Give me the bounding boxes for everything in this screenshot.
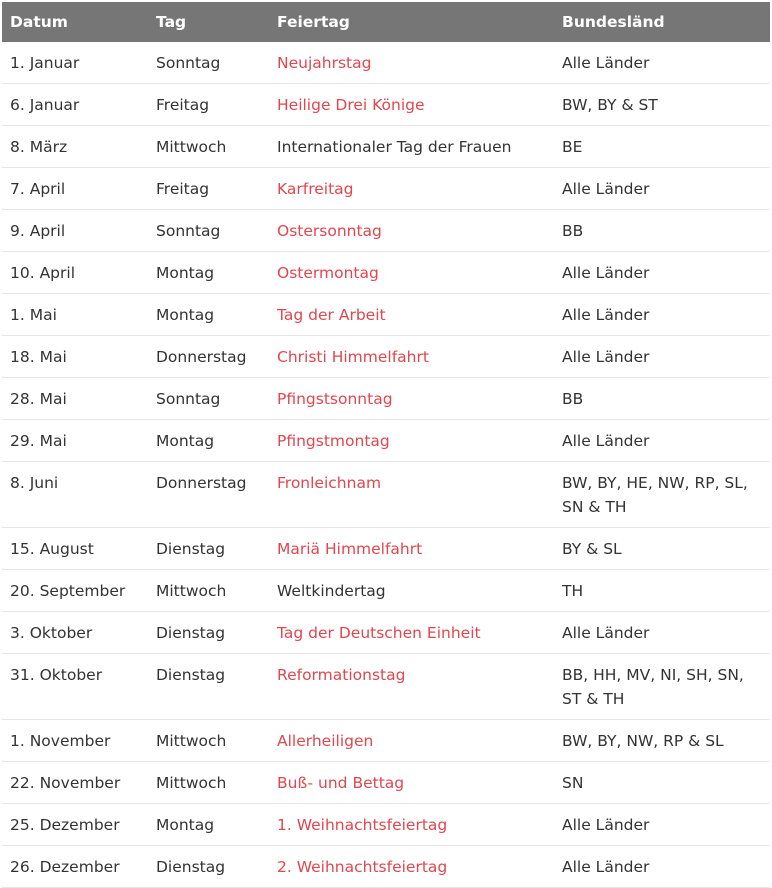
cell-tag: Mittwoch <box>148 126 269 168</box>
table-row <box>2 462 770 528</box>
cell-bundesland: BB, HH, MV, NI, SH, SN, ST & TH <box>554 654 770 720</box>
cell-datum: 26. Dezember <box>2 846 148 888</box>
cell-tag: Freitag <box>148 168 269 210</box>
cell-datum: 22. November <box>2 762 148 804</box>
cell-bundesland: BW, BY & ST <box>554 84 770 126</box>
holiday-link[interactable]: 1. Weihnachtsfeiertag <box>269 804 554 846</box>
table-row <box>2 210 770 252</box>
holiday-link[interactable]: Fronleichnam <box>269 462 554 528</box>
cell-tag: Donnerstag <box>148 462 269 528</box>
header-row <box>2 2 770 42</box>
cell-bundesland: TH <box>554 570 770 612</box>
cell-tag: Sonntag <box>148 210 269 252</box>
cell-datum: 1. Januar <box>2 42 148 84</box>
holidays-table-container <box>2 2 770 888</box>
cell-datum: 8. März <box>2 126 148 168</box>
header-feiertag: Feiertag <box>269 2 554 42</box>
table-row <box>2 42 770 84</box>
table-header <box>2 2 770 42</box>
cell-datum: 1. November <box>2 720 148 762</box>
table-row <box>2 570 770 612</box>
cell-bundesland: Alle Länder <box>554 42 770 84</box>
cell-datum: 3. Oktober <box>2 612 148 654</box>
table-row <box>2 654 770 720</box>
cell-datum: 15. August <box>2 528 148 570</box>
cell-bundesland: Alle Länder <box>554 336 770 378</box>
cell-bundesland: Alle Länder <box>554 294 770 336</box>
cell-bundesland: Alle Länder <box>554 252 770 294</box>
holiday-link[interactable]: Reformationstag <box>269 654 554 720</box>
cell-datum: 25. Dezember <box>2 804 148 846</box>
cell-tag: Dienstag <box>148 528 269 570</box>
cell-tag: Montag <box>148 252 269 294</box>
holiday-link[interactable]: Tag der Deutschen Einheit <box>269 612 554 654</box>
cell-tag: Montag <box>148 804 269 846</box>
holiday-link[interactable]: Pfingstsonntag <box>269 378 554 420</box>
header-datum: Datum <box>2 2 148 42</box>
cell-datum: 10. April <box>2 252 148 294</box>
cell-datum: 18. Mai <box>2 336 148 378</box>
cell-bundesland: Alle Länder <box>554 420 770 462</box>
holiday-link[interactable]: Buß- und Bettag <box>269 762 554 804</box>
cell-datum: 6. Januar <box>2 84 148 126</box>
cell-tag: Dienstag <box>148 846 269 888</box>
holidays-table <box>2 2 770 888</box>
table-row <box>2 168 770 210</box>
holiday-link[interactable]: Karfreitag <box>269 168 554 210</box>
table-row <box>2 804 770 846</box>
cell-datum: 20. September <box>2 570 148 612</box>
cell-bundesland: BW, BY, HE, NW, RP, SL, SN & TH <box>554 462 770 528</box>
table-row <box>2 294 770 336</box>
holiday-link[interactable]: 2. Weihnachtsfeiertag <box>269 846 554 888</box>
holiday-link[interactable]: Pfingstmontag <box>269 420 554 462</box>
holiday-link[interactable]: Christi Himmelfahrt <box>269 336 554 378</box>
holiday-link[interactable]: Allerheiligen <box>269 720 554 762</box>
table-row <box>2 126 770 168</box>
table-row <box>2 378 770 420</box>
cell-tag: Dienstag <box>148 612 269 654</box>
table-row <box>2 252 770 294</box>
holiday-link[interactable]: Mariä Himmelfahrt <box>269 528 554 570</box>
cell-bundesland: BY & SL <box>554 528 770 570</box>
cell-tag: Sonntag <box>148 42 269 84</box>
cell-bundesland: Alle Länder <box>554 804 770 846</box>
holiday-link[interactable]: Neujahrstag <box>269 42 554 84</box>
table-row <box>2 420 770 462</box>
cell-tag: Montag <box>148 294 269 336</box>
table-row <box>2 762 770 804</box>
table-body <box>2 42 770 888</box>
header-tag: Tag <box>148 2 269 42</box>
holiday-link[interactable]: Ostersonntag <box>269 210 554 252</box>
cell-tag: Mittwoch <box>148 570 269 612</box>
table-row <box>2 612 770 654</box>
cell-bundesland: BB <box>554 210 770 252</box>
cell-tag: Donnerstag <box>148 336 269 378</box>
cell-tag: Montag <box>148 420 269 462</box>
cell-tag: Mittwoch <box>148 720 269 762</box>
cell-tag: Freitag <box>148 84 269 126</box>
table-row <box>2 336 770 378</box>
cell-datum: 29. Mai <box>2 420 148 462</box>
cell-datum: 7. April <box>2 168 148 210</box>
header-bundesland: Bundesländ <box>554 2 770 42</box>
table-row <box>2 84 770 126</box>
cell-bundesland: Alle Länder <box>554 846 770 888</box>
cell-bundesland: Alle Länder <box>554 168 770 210</box>
cell-tag: Sonntag <box>148 378 269 420</box>
cell-bundesland: Alle Länder <box>554 612 770 654</box>
cell-bundesland: SN <box>554 762 770 804</box>
table-row <box>2 528 770 570</box>
holiday-link[interactable]: Ostermontag <box>269 252 554 294</box>
table-row <box>2 846 770 888</box>
holiday-link[interactable]: Heilige Drei Könige <box>269 84 554 126</box>
cell-tag: Mittwoch <box>148 762 269 804</box>
table-row <box>2 720 770 762</box>
cell-bundesland: BB <box>554 378 770 420</box>
holiday-link[interactable]: Tag der Arbeit <box>269 294 554 336</box>
cell-datum: 28. Mai <box>2 378 148 420</box>
cell-datum: 8. Juni <box>2 462 148 528</box>
cell-datum: 9. April <box>2 210 148 252</box>
cell-bundesland: BE <box>554 126 770 168</box>
cell-datum: 31. Oktober <box>2 654 148 720</box>
cell-bundesland: BW, BY, NW, RP & SL <box>554 720 770 762</box>
holiday-name: Weltkindertag <box>269 570 554 612</box>
holiday-name: Internationaler Tag der Frauen <box>269 126 554 168</box>
cell-tag: Dienstag <box>148 654 269 720</box>
cell-datum: 1. Mai <box>2 294 148 336</box>
